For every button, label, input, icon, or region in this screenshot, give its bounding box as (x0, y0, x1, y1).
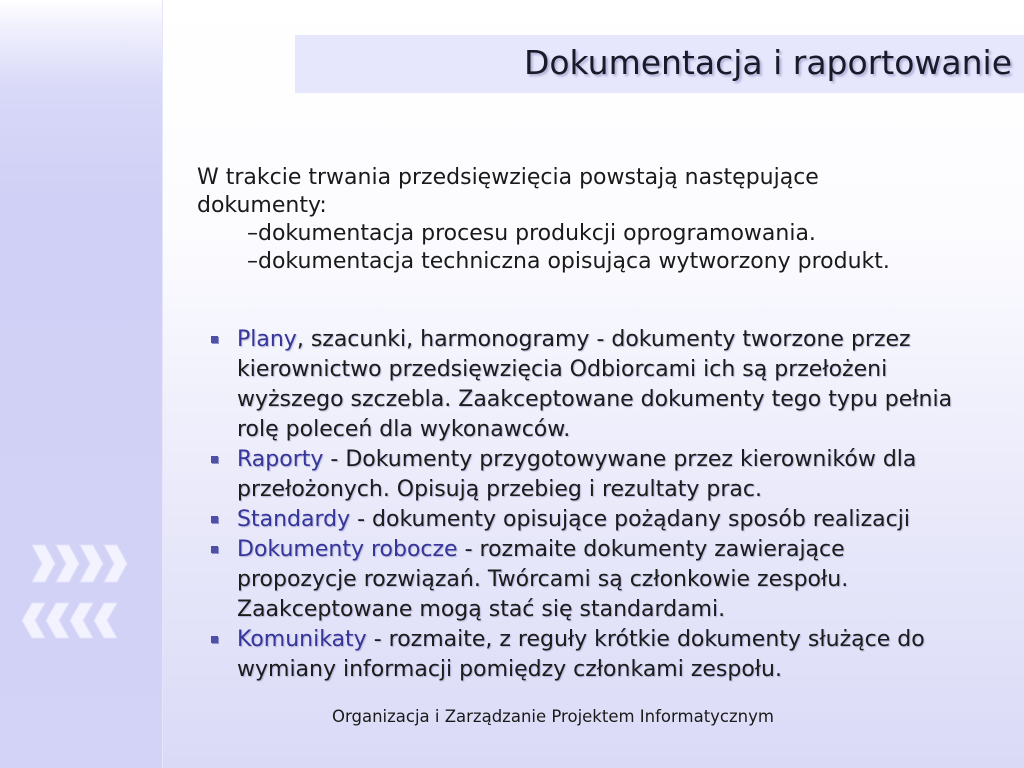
bullet-square-icon (211, 636, 218, 643)
bullet-term: Standardy (237, 507, 351, 532)
bullet-item (237, 535, 964, 625)
dash-marker: – (247, 221, 258, 246)
document-types-list (237, 325, 964, 685)
bullet-item (237, 625, 964, 685)
bullet-square-icon (211, 336, 218, 343)
sub-item-text: dokumentacja techniczna opisująca wytworzony produkt. (258, 249, 890, 274)
bullet-square-icon (211, 516, 218, 523)
bullet-term: Komunikaty (237, 627, 367, 652)
intro-text: W trakcie trwania przedsięwzięcia powstają następujące dokumenty: (197, 165, 819, 218)
bullet-term: Raporty (237, 447, 324, 472)
bullet-text: - Dokumenty przygotowywane przez kierowników dla przełożonych. Opisują przebieg i rezultaty prac. (237, 447, 917, 502)
bullet-text: - rozmaite dokumenty zawierające propozycje rozwiązań. Twórcami są członkowie zespołu. Zaakceptowane mogą stać się standardami. (237, 537, 849, 622)
chevron-right-icon (32, 545, 55, 582)
slide-title: Dokumentacja i raportowanie (523, 43, 1012, 82)
bullet-text: - rozmaite, z reguły krótkie dokumenty służące do wymiany informacji pomiędzy członkami zespołu. (237, 627, 925, 682)
title-bar (295, 35, 1024, 93)
bullet-item (237, 325, 964, 445)
chevron-left-icon (46, 603, 69, 638)
bullet-item (237, 505, 964, 535)
bullet-item (237, 445, 964, 505)
dash-marker: – (247, 249, 258, 274)
intro-paragraph (197, 164, 937, 276)
bullet-text: , szacunki, harmonogramy - dokumenty tworzone przez kierownictwo przedsięwzięcia Odbiorcami ich są przełożeni wyższego szczebla. Zaakceptowane dokumenty tego typu pełnia rolę poleceń dla wykonawców. (237, 327, 953, 442)
decorative-chevrons (0, 530, 162, 660)
chevron-left-icon (94, 603, 117, 638)
chevron-right-icon (104, 545, 127, 582)
bullet-term: Dokumenty robocze (237, 537, 458, 562)
bullet-term: Plany (237, 327, 297, 352)
bullet-square-icon (211, 456, 218, 463)
slide-footer: Organizacja i Zarządzanie Projektem Informatycznym (332, 707, 774, 726)
chevron-right-icon (80, 545, 103, 582)
chevron-left-icon (70, 603, 93, 638)
chevron-left-icon (22, 603, 45, 638)
bullet-text: - dokumenty opisujące pożądany sposób realizacji (350, 507, 910, 532)
sub-item (247, 248, 937, 276)
chevron-right-icon (56, 545, 79, 582)
sub-item (247, 220, 937, 248)
sub-item-text: dokumentacja procesu produkcji oprogramowania. (258, 221, 816, 246)
bullet-square-icon (211, 546, 218, 553)
